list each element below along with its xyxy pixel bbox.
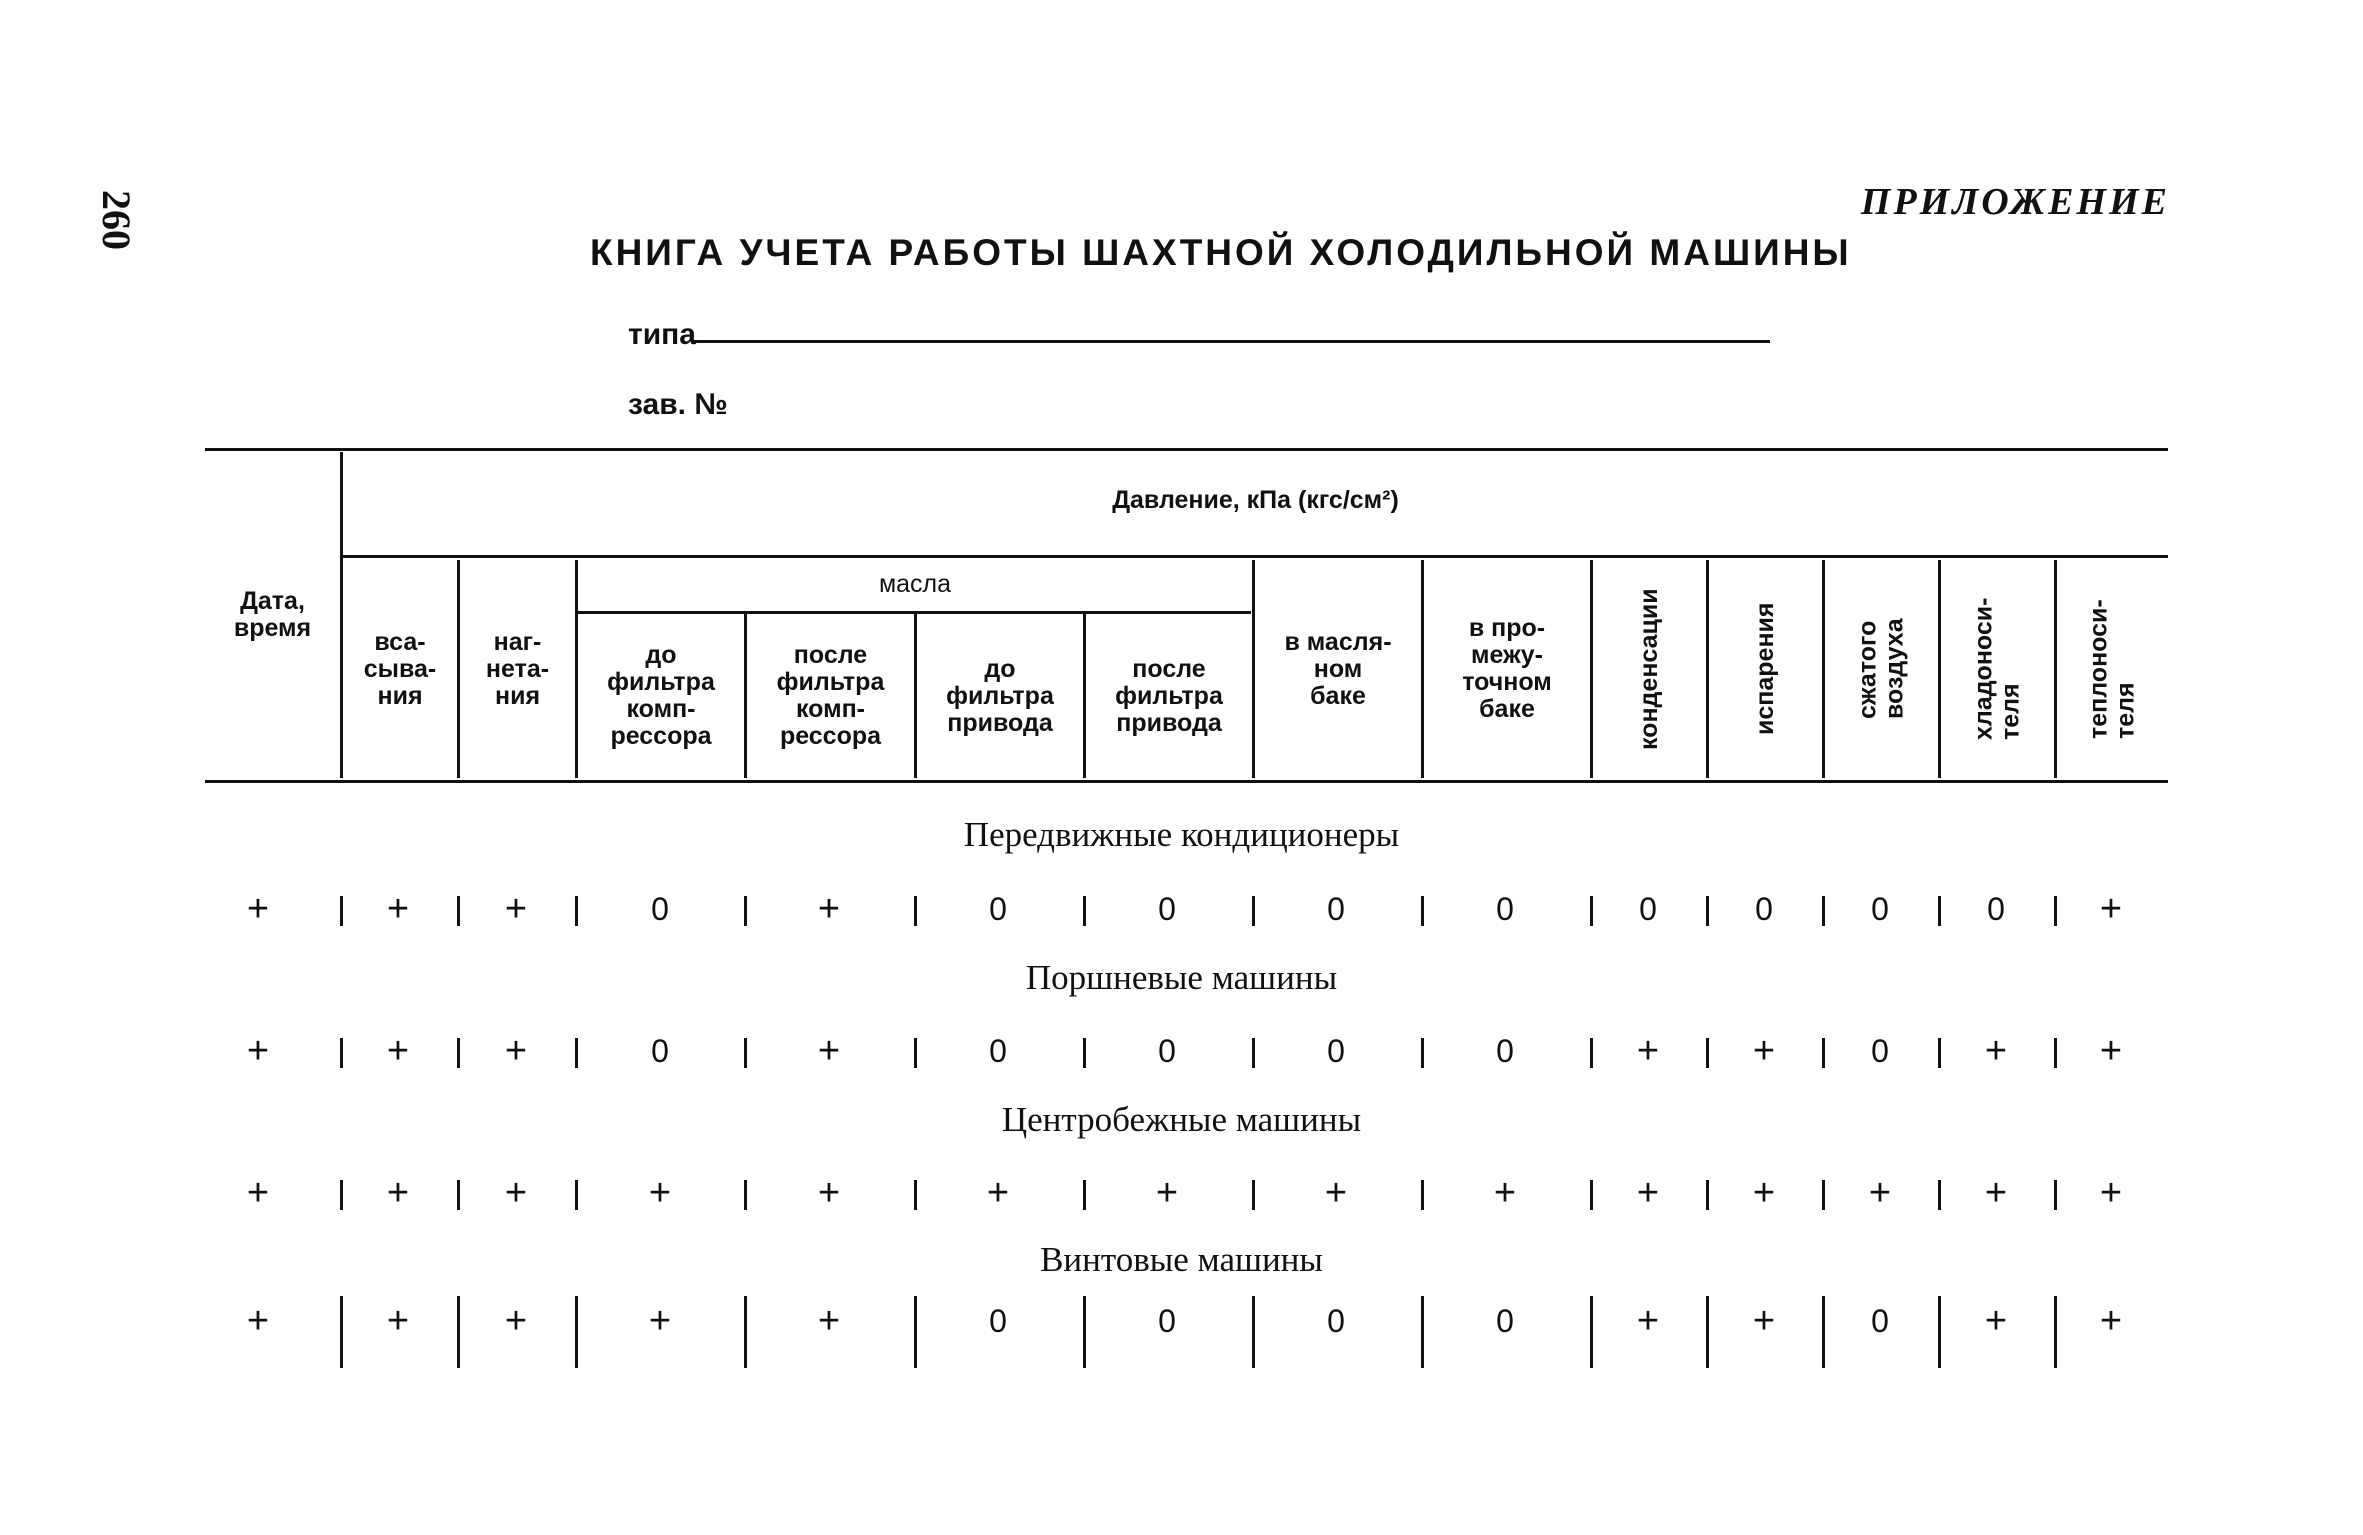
table-cell: + [1752,1299,1776,1342]
row-separator [1421,896,1424,926]
table-cell: + [504,887,528,930]
table-cell: 0 [1327,890,1345,927]
section-heading: Центробежные машины [1001,1100,1362,1139]
table-cell: + [1636,1029,1660,1072]
row-separator [340,1296,343,1368]
table-cell: 0 [1639,890,1657,927]
row-separator [744,1296,747,1368]
table-cell: 0 [1755,890,1773,927]
type-label: типа [628,318,696,351]
column-header-oil-after-drive-filter: после фильтра привода [1115,654,1223,737]
table-cell: 0 [1871,890,1889,927]
row-separator [914,896,917,926]
row-separator [1590,1296,1593,1368]
table-cell: + [817,1299,841,1342]
table-cell: 0 [1496,890,1514,927]
pressure-header-rule [340,555,2168,558]
section-heading: Передвижные кондиционеры [963,815,1400,854]
appendix-label: ПРИЛОЖЕНИЕ [1860,181,2170,223]
table-cell: 0 [989,1302,1007,1339]
column-header-oil-before-drive-filter: до фильтра привода [946,654,1054,737]
column-header-oil-before-compressor-filter: до фильтра комп- рессора [607,641,715,750]
table-cell: + [504,1171,528,1214]
row-separator [457,896,460,926]
row-separator [1252,896,1255,926]
row-separator [575,1038,578,1068]
table-cell: 0 [1158,890,1176,927]
table-cell: + [817,887,841,930]
row-separator [340,1038,343,1068]
row-separator [1706,896,1709,926]
table-cell: + [2099,1171,2123,1214]
row-separator [340,896,343,926]
table-cell: 0 [1158,1302,1176,1339]
section-heading: Поршневые машины [1025,958,1338,997]
date-cell: + [246,1171,270,1214]
row-separator [2054,896,2057,926]
table-cell: + [986,1171,1010,1214]
table-cell: 0 [1158,1032,1176,1069]
column-header-oil-tank: в масля- ном баке [1284,627,1392,710]
table-cell: 0 [651,1032,669,1069]
table-cell: + [2099,1029,2123,1072]
row-separator [1590,1038,1593,1068]
table-cell: + [1636,1299,1660,1342]
page-number: 260 [94,190,139,250]
row-separator [2054,1038,2057,1068]
column-header-heat-carrier: теплоноси- теля [2084,599,2140,739]
table-cell: 0 [1871,1032,1889,1069]
row-separator [1083,1180,1086,1210]
row-separator [1083,1296,1086,1368]
row-separator [914,1038,917,1068]
row-separator [1822,1038,1825,1068]
table-cell: + [648,1299,672,1342]
row-separator [744,1180,747,1210]
row-separator [575,1296,578,1368]
date-cell: + [246,1029,270,1072]
serial-number-label: зав. № [628,388,728,421]
row-separator [1938,896,1941,926]
date-time-header: Дата, время [233,587,312,642]
table-cell: + [1984,1299,2008,1342]
column-header-condensation: конденсации [1635,588,1663,750]
table-cell: + [648,1171,672,1214]
table-cell: 0 [989,890,1007,927]
row-separator [575,1180,578,1210]
row-separator [1252,1038,1255,1068]
table-cell: + [2099,887,2123,930]
row-separator [1822,1180,1825,1210]
row-separator [1421,1296,1424,1368]
table-cell: + [1868,1171,1892,1214]
row-separator [1590,1180,1593,1210]
table-cell: 0 [989,1032,1007,1069]
row-separator [575,896,578,926]
table-cell: 0 [1496,1032,1514,1069]
pressure-header: Давление, кПа (кгс/см²) [1112,485,1399,514]
column-header-oil-after-compressor-filter: после фильтра комп- рессора [776,641,885,750]
table-cell: + [1636,1171,1660,1214]
row-separator [1083,896,1086,926]
row-separator [457,1180,460,1210]
table-cell: 0 [1327,1032,1345,1069]
row-separator [744,1038,747,1068]
column-header-evaporation: испарения [1751,602,1779,736]
row-separator [1252,1296,1255,1368]
row-separator [1421,1038,1424,1068]
date-cell: + [246,887,270,930]
type-fill-line [693,340,1770,343]
row-separator [1938,1180,1941,1210]
row-separator [457,1038,460,1068]
row-separator [457,1296,460,1368]
table-cell: + [2099,1299,2123,1342]
table-cell: 0 [1496,1302,1514,1339]
table-cell: 0 [1871,1302,1889,1339]
table-cell: + [1752,1029,1776,1072]
row-separator [1421,1180,1424,1210]
column-header-coolant: хладоноси- теля [1969,597,2025,741]
row-separator [1706,1180,1709,1210]
table-top-rule [205,448,2168,451]
column-header-intermediate-tank: в про- межу- точном баке [1462,614,1552,723]
table-cell: + [817,1029,841,1072]
table-cell: + [386,1029,410,1072]
table-cell: 0 [651,890,669,927]
table-cell: + [386,1299,410,1342]
column-header-compressed-air: сжатого воздуха [1853,618,1909,720]
row-separator [1822,896,1825,926]
table-cell: + [1155,1171,1179,1214]
row-separator [1938,1038,1941,1068]
page-title: КНИГА УЧЕТА РАБОТЫ ШАХТНОЙ ХОЛОДИЛЬНОЙ МАШИНЫ [590,232,1852,273]
row-separator [1252,1180,1255,1210]
row-separator [1822,1296,1825,1368]
row-separator [2054,1180,2057,1210]
row-separator [1706,1038,1709,1068]
table-cell: + [817,1171,841,1214]
table-cell: + [386,1171,410,1214]
table-cell: + [386,887,410,930]
row-separator [2054,1296,2057,1368]
row-separator [1083,1038,1086,1068]
table-cell: + [1984,1029,2008,1072]
table-cell: + [1324,1171,1348,1214]
row-separator [1938,1296,1941,1368]
table-cell: + [504,1299,528,1342]
table-cell: + [1493,1171,1517,1214]
row-separator [340,1180,343,1210]
table-cell: 0 [1327,1302,1345,1339]
row-separator [914,1296,917,1368]
table-header-bottom-rule [205,780,2168,783]
table-cell: + [1984,1171,2008,1214]
row-separator [1590,896,1593,926]
row-separator [1706,1296,1709,1368]
column-header-suction: вса- сыва- ния [363,627,437,710]
table-cell: + [504,1029,528,1072]
oil-header: масла [878,569,952,598]
column-header-discharge: наг- нета- ния [485,627,550,710]
table-cell: + [1752,1171,1776,1214]
table-cell: 0 [1987,890,2005,927]
date-cell: + [246,1299,270,1342]
section-heading: Винтовые машины [1040,1240,1323,1279]
row-separator [744,896,747,926]
row-separator [914,1180,917,1210]
